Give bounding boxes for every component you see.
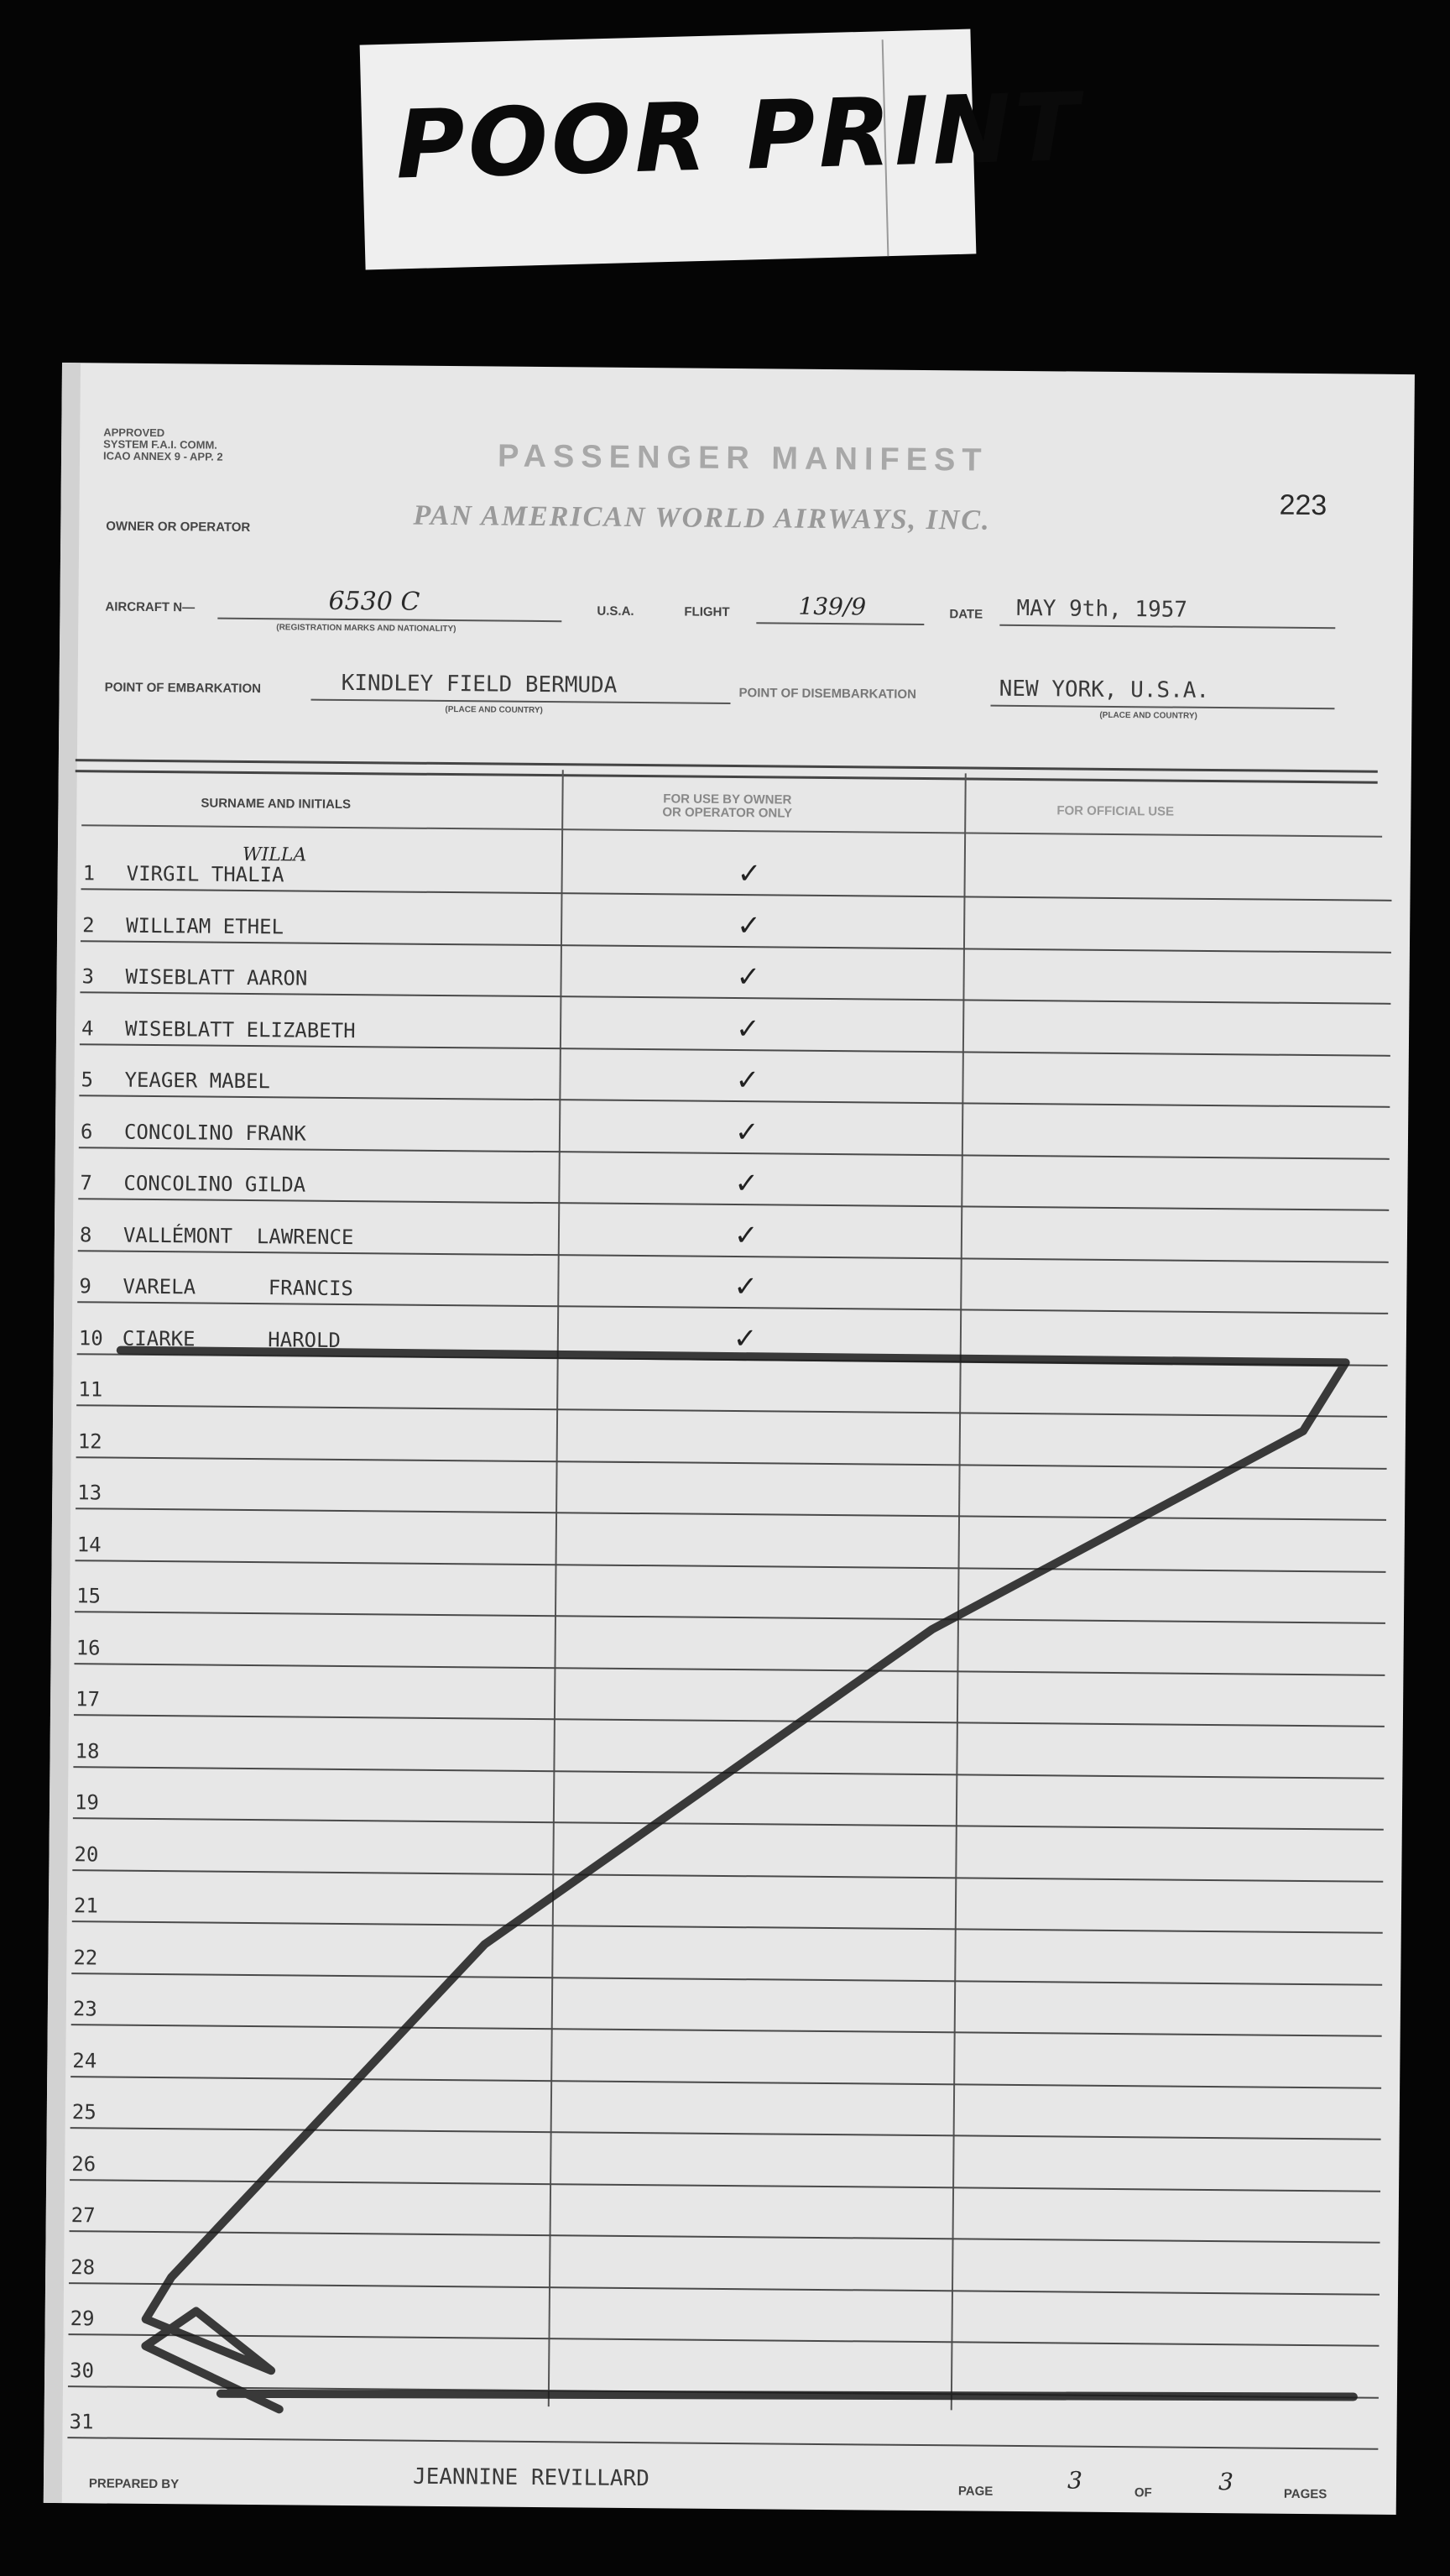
flight-value: 139/9 — [798, 592, 867, 621]
row-number: 5 — [81, 1068, 94, 1092]
checkmark-icon: ✓ — [735, 1063, 760, 1098]
checkmark-icon: ✓ — [734, 1167, 759, 1201]
row-number: 11 — [78, 1377, 103, 1402]
row-number: 8 — [79, 1222, 92, 1246]
disembark-label: POINT OF DISEMBARKATION — [738, 686, 917, 702]
checkmark-icon: ✓ — [735, 1011, 760, 1046]
row-number: 20 — [74, 1842, 99, 1866]
page-label: PAGE — [957, 2484, 994, 2499]
row-number: 26 — [71, 2151, 96, 2176]
aircraft-value: 6530 C — [328, 586, 420, 617]
surname-column-header: SURNAME AND INITIALS — [201, 796, 352, 813]
of-value: 3 — [1218, 2468, 1234, 2496]
row-number: 19 — [74, 1790, 100, 1815]
row-number: 7 — [80, 1171, 93, 1195]
official-use-column-header: FOR OFFICIAL USE — [1056, 803, 1175, 819]
passenger-name: VIRGIL THALIA — [126, 861, 284, 887]
row-number: 1 — [82, 861, 96, 886]
passenger-name: WILLIAM ETHEL — [126, 913, 284, 938]
checkmark-icon: ✓ — [733, 1321, 758, 1356]
row-number: 14 — [76, 1532, 102, 1556]
passenger-name: VALLÉMONT LAWRENCE — [123, 1223, 354, 1249]
checkmark-icon: ✓ — [737, 908, 761, 943]
aircraft-sublabel: (REGISTRATION MARKS AND NATIONALITY) — [276, 623, 456, 635]
date-value: MAY 9th, 1957 — [1016, 595, 1188, 623]
page-number: 223 — [1279, 489, 1327, 522]
passenger-name: YEAGER MABEL — [124, 1068, 271, 1094]
checkmark-icon: ✓ — [733, 1218, 759, 1252]
usa-label: U.S.A. — [597, 604, 634, 619]
row-number: 27 — [70, 2203, 96, 2228]
passenger-name: CIARKE HAROLD — [122, 1326, 342, 1352]
row-number: 17 — [75, 1687, 101, 1711]
passenger-name: CONCOLINO GILDA — [123, 1171, 306, 1197]
poor-print-label-card — [360, 29, 1084, 270]
row-number: 6 — [80, 1119, 93, 1143]
row-number: 13 — [77, 1481, 102, 1505]
row-number: 3 — [81, 964, 95, 989]
checkmark-icon: ✓ — [733, 1270, 759, 1304]
row-number: 30 — [70, 2358, 95, 2382]
row-number: 21 — [73, 1894, 98, 1918]
disembark-sublabel: (PLACE AND COUNTRY) — [1099, 710, 1197, 721]
owner-use-column-header: FOR USE BY OWNER OR OPERATOR ONLY — [662, 792, 793, 821]
checkmark-icon: ✓ — [734, 1115, 759, 1149]
passenger-manifest-sheet — [44, 363, 1415, 2515]
airline-name: PAN AMERICAN WORLD AIRWAYS, INC. — [413, 499, 991, 536]
prepared-by-label: PREPARED BY — [88, 2476, 180, 2492]
row-number: 10 — [78, 1325, 103, 1350]
poor-print-label: POOR PRINT — [394, 73, 1084, 201]
row-number: 28 — [70, 2255, 96, 2279]
aircraft-label: AIRCRAFT N— — [105, 599, 196, 615]
row-number: 25 — [71, 2100, 96, 2124]
form-title: PASSENGER MANIFEST — [497, 438, 988, 478]
row-number: 22 — [73, 1945, 98, 1969]
row-number: 31 — [69, 2410, 94, 2434]
owner-label: OWNER OR OPERATOR — [106, 519, 251, 535]
handwritten-correction: WILLA — [242, 844, 307, 866]
embark-label: POINT OF EMBARKATION — [104, 680, 262, 697]
cancellation-scribble — [44, 363, 1415, 2515]
row-number: 23 — [72, 1997, 97, 2021]
row-number: 4 — [81, 1016, 94, 1040]
embark-value: KINDLEY FIELD BERMUDA — [341, 670, 618, 698]
of-label: OF — [1134, 2485, 1152, 2500]
row-number: 18 — [75, 1738, 100, 1763]
flight-label: FLIGHT — [684, 604, 730, 619]
page-value: 3 — [1067, 2466, 1082, 2495]
row-number: 9 — [79, 1274, 91, 1298]
passenger-name: VARELA FRANCIS — [123, 1274, 354, 1301]
disembark-value: NEW YORK, U.S.A. — [999, 676, 1210, 703]
prepared-by-value: JEANNINE REVILLARD — [412, 2464, 649, 2492]
row-number: 29 — [70, 2307, 95, 2331]
checkmark-icon: ✓ — [737, 857, 762, 891]
date-label: DATE — [949, 607, 983, 622]
passenger-name: WISEBLATT AARON — [125, 964, 308, 990]
embark-sublabel: (PLACE AND COUNTRY) — [445, 704, 543, 716]
row-number: 24 — [72, 2048, 97, 2072]
approval-stamp: APPROVED SYSTEM F.A.I. COMM. ICAO ANNEX 9 - APP. 2 — [102, 426, 223, 463]
row-number: 12 — [77, 1429, 102, 1453]
passenger-name: CONCOLINO FRANK — [123, 1120, 306, 1146]
row-number: 15 — [76, 1584, 102, 1608]
pages-label: PAGES — [1283, 2486, 1327, 2502]
row-number: 2 — [82, 912, 95, 937]
checkmark-icon: ✓ — [736, 960, 761, 995]
row-number: 16 — [76, 1635, 101, 1659]
passenger-name: WISEBLATT ELIZABETH — [124, 1016, 356, 1042]
